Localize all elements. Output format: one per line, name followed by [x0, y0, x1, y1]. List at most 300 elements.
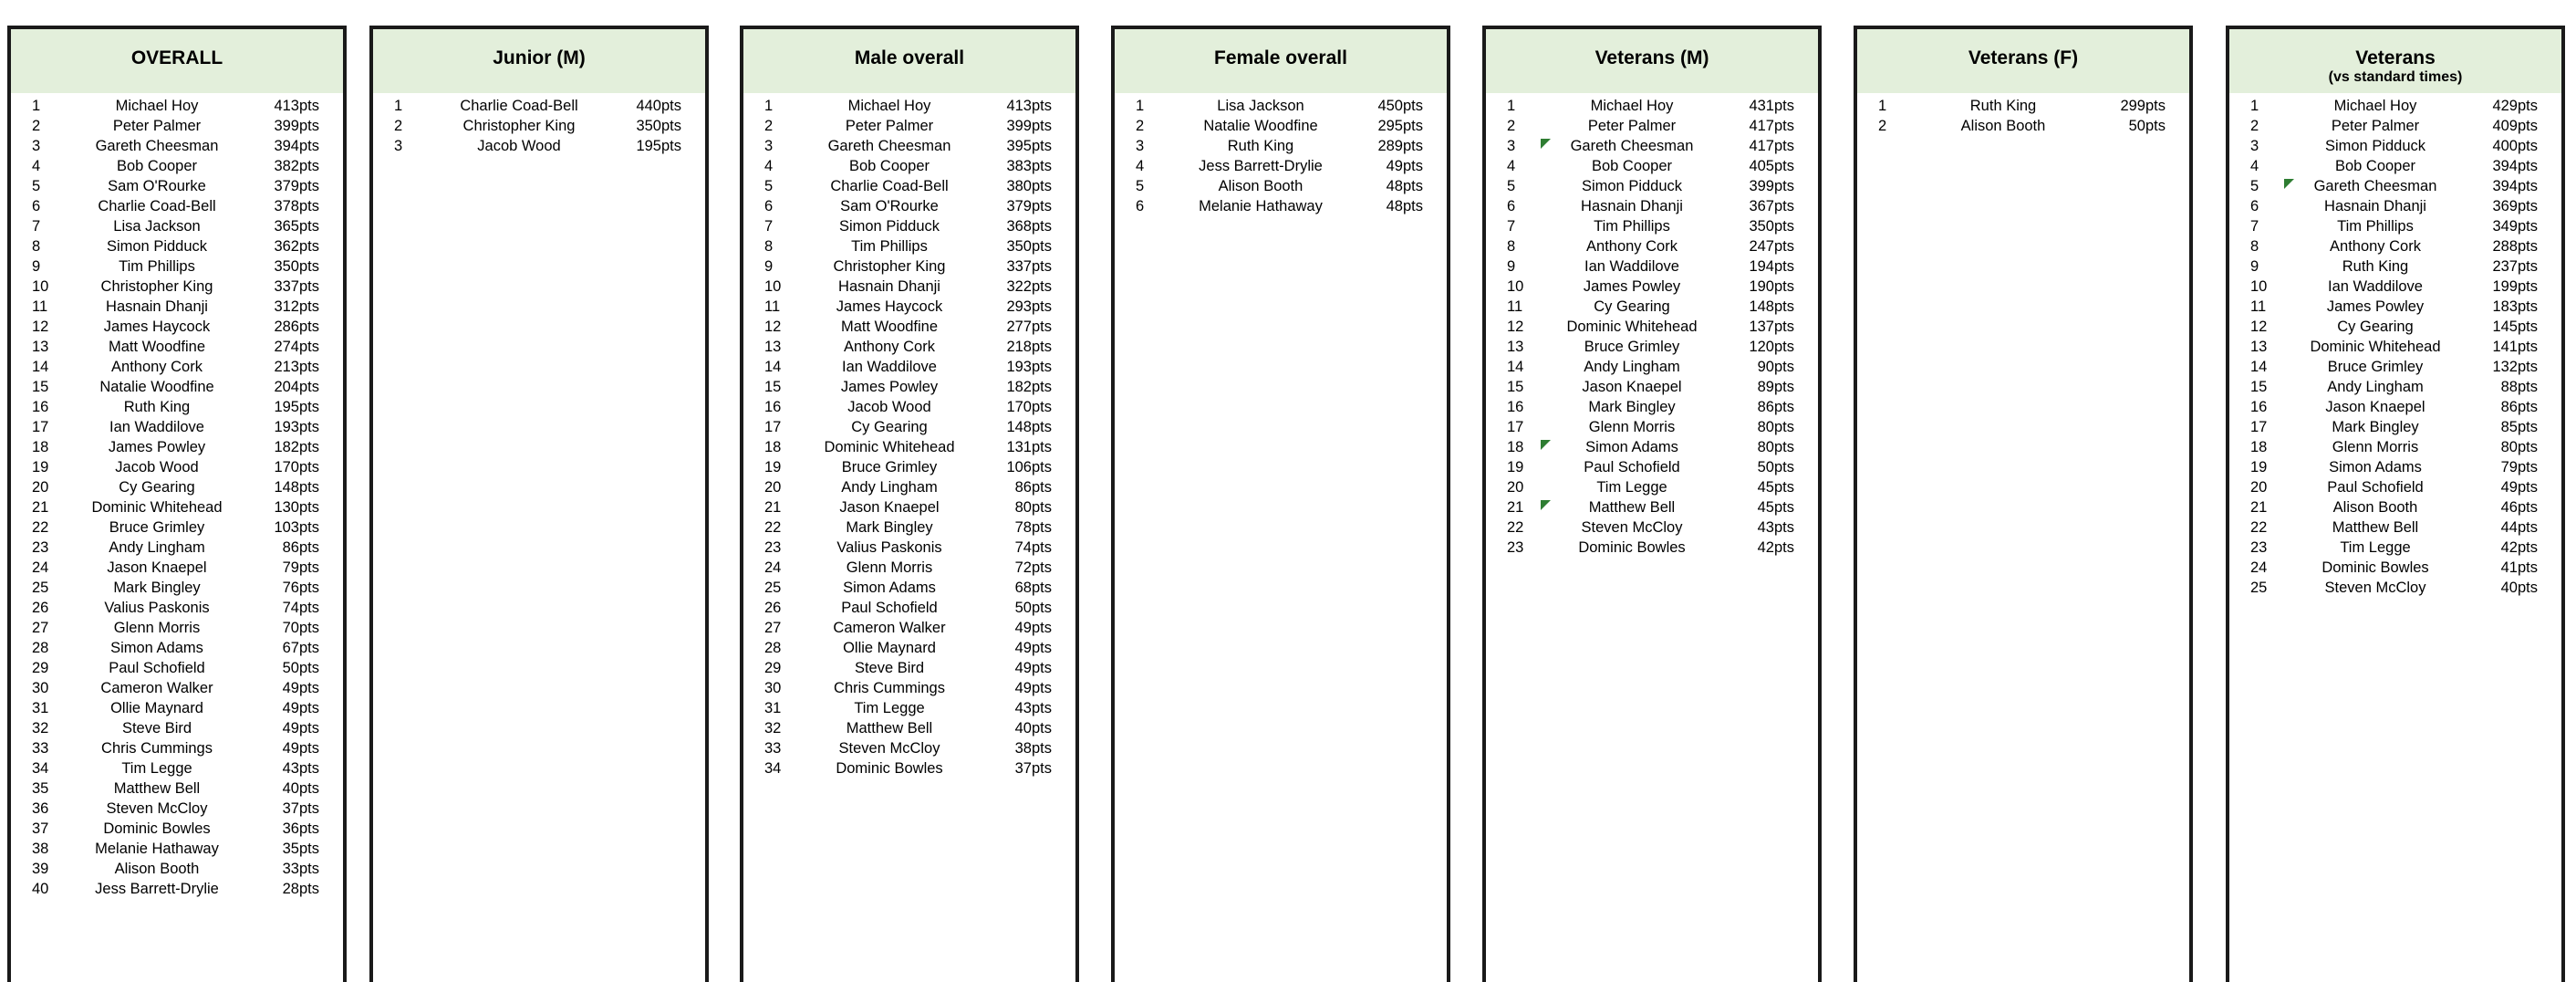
ranking-row — [1486, 517, 1818, 538]
ranking-row — [11, 618, 343, 638]
ranking-row — [1486, 216, 1818, 236]
rank-number: 4 — [2250, 158, 2259, 174]
points-value: 78pts — [1014, 519, 1052, 536]
ranking-row — [1115, 196, 1447, 216]
athlete-name: Jason Knaepel — [839, 499, 940, 516]
rank-number: 25 — [764, 580, 782, 596]
athlete-name: Ian Waddilove — [1584, 258, 1679, 275]
rank-number: 15 — [1507, 379, 1524, 395]
rank-number: 31 — [32, 700, 49, 716]
points-value: 90pts — [1757, 359, 1794, 375]
ranking-row — [743, 357, 1075, 377]
points-value: 193pts — [274, 419, 319, 435]
points-value: 183pts — [2492, 298, 2538, 315]
ranking-row — [2229, 116, 2561, 136]
athlete-name: James Powley — [1583, 278, 1681, 295]
points-value: 49pts — [282, 720, 319, 736]
ranking-row — [2229, 96, 2561, 116]
ranking-row — [2229, 417, 2561, 437]
leaderboard-panel — [1854, 26, 2193, 982]
ranking-row — [11, 497, 343, 517]
rank-number: 24 — [764, 559, 782, 576]
ranking-row — [1486, 457, 1818, 477]
points-value: 394pts — [274, 138, 319, 154]
rank-number: 13 — [32, 339, 49, 355]
rank-number: 5 — [32, 178, 41, 194]
rank-number: 8 — [1507, 238, 1516, 255]
panel-header — [1115, 29, 1447, 93]
ranking-row — [1486, 96, 1818, 116]
rank-number: 34 — [32, 760, 49, 777]
athlete-name: Paul Schofield — [2327, 479, 2424, 496]
athlete-name: Cy Gearing — [2337, 319, 2414, 335]
ranking-row — [1115, 156, 1447, 176]
ranking-row — [743, 738, 1075, 758]
ranking-row — [11, 638, 343, 658]
rank-number: 39 — [32, 861, 49, 877]
athlete-name: Hasnain Dhanji — [2324, 198, 2426, 214]
points-value: 48pts — [1386, 198, 1423, 214]
points-value: 49pts — [1014, 660, 1052, 676]
rank-number: 21 — [32, 499, 49, 516]
points-value: 79pts — [282, 559, 319, 576]
ranking-row — [2229, 256, 2561, 277]
rank-number: 15 — [2250, 379, 2268, 395]
athlete-name: Bruce Grimley — [2327, 359, 2424, 375]
points-value: 49pts — [282, 740, 319, 757]
rank-number: 25 — [32, 580, 49, 596]
points-value: 400pts — [2492, 138, 2538, 154]
points-value: 42pts — [2500, 539, 2538, 556]
athlete-name: Dominic Whitehead — [91, 499, 223, 516]
rank-number: 20 — [764, 479, 782, 496]
points-value: 405pts — [1749, 158, 1794, 174]
athlete-name: Tim Phillips — [2337, 218, 2414, 235]
ranking-row — [11, 156, 343, 176]
ranking-row — [743, 698, 1075, 718]
panel-title: OVERALL — [130, 47, 223, 68]
ranking-row — [2229, 357, 2561, 377]
athlete-name: Simon Pidduck — [106, 238, 208, 255]
rank-number: 13 — [1507, 339, 1524, 355]
ranking-row — [743, 497, 1075, 517]
points-value: 413pts — [1006, 98, 1052, 114]
athlete-name: Dominic Bowles — [836, 760, 943, 777]
rank-number: 2 — [1878, 118, 1887, 134]
ranking-row — [373, 116, 705, 136]
athlete-name: Anthony Cork — [844, 339, 935, 355]
athlete-name: Cy Gearing — [119, 479, 195, 496]
ranking-row — [1486, 277, 1818, 297]
points-value: 286pts — [274, 319, 319, 335]
athlete-name: Tim Phillips — [119, 258, 195, 275]
athlete-name: Glenn Morris — [113, 620, 201, 636]
ranking-row — [743, 337, 1075, 357]
athlete-name: Ian Waddilove — [109, 419, 204, 435]
points-value: 193pts — [1006, 359, 1052, 375]
athlete-name: Mark Bingley — [1588, 399, 1676, 415]
ranking-row — [2229, 437, 2561, 457]
athlete-name: Jacob Wood — [477, 138, 561, 154]
athlete-name: Anthony Cork — [2330, 238, 2421, 255]
athlete-name: Dominic Whitehead — [1566, 319, 1698, 335]
points-value: 194pts — [1749, 258, 1794, 275]
points-value: 450pts — [1377, 98, 1423, 114]
athlete-name: Paul Schofield — [841, 600, 938, 616]
ranking-row — [11, 116, 343, 136]
points-value: 247pts — [1749, 238, 1794, 255]
ranking-row — [1857, 116, 2189, 136]
athlete-name: Sam O'Rourke — [108, 178, 206, 194]
points-value: 49pts — [1014, 620, 1052, 636]
rank-number: 12 — [2250, 319, 2268, 335]
points-value: 367pts — [1749, 198, 1794, 214]
leaderboard-panel — [740, 26, 1079, 982]
ranking-list — [1115, 93, 1447, 216]
points-value: 46pts — [2500, 499, 2538, 516]
athlete-name: Ollie Maynard — [843, 640, 936, 656]
athlete-name: Ollie Maynard — [110, 700, 203, 716]
athlete-name: Peter Palmer — [2331, 118, 2420, 134]
ranking-row — [743, 758, 1075, 778]
ranking-row — [743, 196, 1075, 216]
panel-header — [2229, 29, 2561, 93]
ranking-row — [11, 718, 343, 738]
athlete-name: Peter Palmer — [1587, 118, 1677, 134]
athlete-name: Cameron Walker — [100, 680, 213, 696]
ranking-row — [1486, 136, 1818, 156]
rank-number: 1 — [1136, 98, 1145, 114]
points-value: 38pts — [1014, 740, 1052, 757]
athlete-name: Ian Waddilove — [2328, 278, 2423, 295]
ranking-row — [11, 778, 343, 799]
athlete-name: Steven McCloy — [838, 740, 940, 757]
ranking-row — [2229, 136, 2561, 156]
athlete-name: Tim Phillips — [851, 238, 928, 255]
points-value: 429pts — [2492, 98, 2538, 114]
ranking-row — [1857, 96, 2189, 116]
athlete-name: James Powley — [108, 439, 206, 455]
rank-number: 16 — [1507, 399, 1524, 415]
athlete-name: Michael Hoy — [1590, 98, 1674, 114]
athlete-name: Bob Cooper — [848, 158, 930, 174]
points-value: 79pts — [2500, 459, 2538, 475]
points-value: 170pts — [274, 459, 319, 475]
rank-number: 18 — [1507, 439, 1524, 455]
athlete-name: Ruth King — [2342, 258, 2409, 275]
leaderboard-panel — [1482, 26, 1822, 982]
ranking-row — [1486, 176, 1818, 196]
rank-number: 26 — [32, 600, 49, 616]
points-value: 195pts — [274, 399, 319, 415]
athlete-name: James Powley — [840, 379, 939, 395]
ranking-row — [2229, 236, 2561, 256]
ranking-row — [743, 317, 1075, 337]
rank-number: 23 — [1507, 539, 1524, 556]
athlete-name: Tim Legge — [1596, 479, 1667, 496]
rank-number: 9 — [1507, 258, 1516, 275]
panel-title: Junior (M) — [493, 47, 586, 68]
ranking-row — [743, 517, 1075, 538]
ranking-row — [11, 417, 343, 437]
points-value: 378pts — [274, 198, 319, 214]
athlete-name: Dominic Bowles — [1578, 539, 1686, 556]
athlete-name: Gareth Cheesman — [95, 138, 219, 154]
leaderboard-panel — [7, 26, 347, 982]
points-value: 295pts — [1377, 118, 1423, 134]
points-value: 88pts — [2500, 379, 2538, 395]
athlete-name: Chris Cummings — [101, 740, 213, 757]
ranking-row — [1115, 136, 1447, 156]
athlete-name: Jason Knaepel — [107, 559, 207, 576]
athlete-name: Matthew Bell — [113, 780, 201, 797]
rank-number: 32 — [764, 720, 782, 736]
rank-number: 9 — [764, 258, 774, 275]
athlete-name: Andy Lingham — [109, 539, 205, 556]
points-value: 106pts — [1006, 459, 1052, 475]
panel-subtitle: (vs standard times) — [2328, 69, 2463, 85]
ranking-row — [11, 859, 343, 879]
points-value: 190pts — [1749, 278, 1794, 295]
rank-number: 17 — [2250, 419, 2268, 435]
points-value: 380pts — [1006, 178, 1052, 194]
athlete-name: Simon Pidduck — [2324, 138, 2426, 154]
points-value: 379pts — [1006, 198, 1052, 214]
points-value: 312pts — [274, 298, 319, 315]
athlete-name: Cameron Walker — [833, 620, 946, 636]
athlete-name: Dominic Bowles — [103, 820, 211, 837]
ranking-row — [1486, 497, 1818, 517]
ranking-row — [11, 136, 343, 156]
athlete-name: Charlie Coad-Bell — [460, 98, 578, 114]
leaderboard-panel — [1111, 26, 1450, 982]
ranking-list — [11, 93, 343, 899]
rank-number: 3 — [32, 138, 41, 154]
rank-number: 21 — [2250, 499, 2268, 516]
ranking-row — [1115, 96, 1447, 116]
athlete-name: Andy Lingham — [1584, 359, 1680, 375]
points-value: 431pts — [1749, 98, 1794, 114]
ranking-list — [373, 93, 705, 156]
athlete-name: Christopher King — [100, 278, 213, 295]
ranking-list — [2229, 93, 2561, 598]
athlete-name: Bruce Grimley — [841, 459, 938, 475]
rank-number: 13 — [2250, 339, 2268, 355]
athlete-name: Matthew Bell — [2332, 519, 2419, 536]
points-value: 43pts — [1757, 519, 1794, 536]
ranking-row — [2229, 176, 2561, 196]
rank-number: 11 — [1507, 298, 1523, 315]
ranking-row — [11, 236, 343, 256]
points-value: 41pts — [2500, 559, 2538, 576]
ranking-row — [11, 277, 343, 297]
points-value: 182pts — [1006, 379, 1052, 395]
rank-number: 3 — [1507, 138, 1516, 154]
points-value: 74pts — [282, 600, 319, 616]
ranking-row — [2229, 317, 2561, 337]
points-value: 350pts — [636, 118, 681, 134]
rank-number: 31 — [764, 700, 782, 716]
rank-number: 22 — [764, 519, 782, 536]
rank-number: 16 — [32, 399, 49, 415]
rank-number: 3 — [1136, 138, 1145, 154]
rank-number: 36 — [32, 800, 49, 817]
rank-number: 5 — [764, 178, 774, 194]
athlete-name: Lisa Jackson — [1217, 98, 1304, 114]
ranking-row — [11, 196, 343, 216]
ranking-row — [11, 839, 343, 859]
ranking-row — [11, 457, 343, 477]
rank-number: 9 — [2250, 258, 2259, 275]
points-value: 382pts — [274, 158, 319, 174]
athlete-name: Jason Knaepel — [1582, 379, 1682, 395]
points-value: 409pts — [2492, 118, 2538, 134]
athlete-name: Bruce Grimley — [109, 519, 205, 536]
rank-number: 23 — [2250, 539, 2268, 556]
athlete-name: Jacob Wood — [115, 459, 199, 475]
points-value: 394pts — [2492, 178, 2538, 194]
rank-number: 7 — [2250, 218, 2259, 235]
points-value: 68pts — [1014, 580, 1052, 596]
points-value: 417pts — [1749, 118, 1794, 134]
rank-number: 21 — [1507, 499, 1524, 516]
points-value: 350pts — [274, 258, 319, 275]
rank-number: 14 — [1507, 359, 1524, 375]
rank-number: 40 — [32, 881, 49, 897]
points-value: 44pts — [2500, 519, 2538, 536]
athlete-name: Alison Booth — [1218, 178, 1304, 194]
points-value: 49pts — [282, 700, 319, 716]
ranking-row — [1115, 176, 1447, 196]
points-value: 43pts — [282, 760, 319, 777]
athlete-name: Sam O'Rourke — [840, 198, 939, 214]
panel-title: Veterans (M) — [1594, 47, 1709, 68]
rank-number: 1 — [32, 98, 41, 114]
ranking-row — [743, 598, 1075, 618]
points-value: 148pts — [1749, 298, 1794, 315]
points-value: 42pts — [1757, 539, 1794, 556]
athlete-name: Alison Booth — [114, 861, 200, 877]
rank-number: 6 — [2250, 198, 2259, 214]
rank-number: 14 — [2250, 359, 2268, 375]
points-value: 277pts — [1006, 319, 1052, 335]
athlete-name: Simon Adams — [1585, 439, 1678, 455]
athlete-name: Natalie Woodfine — [1203, 118, 1318, 134]
athlete-name: Anthony Cork — [1586, 238, 1678, 255]
athlete-name: Anthony Cork — [111, 359, 203, 375]
rank-number: 21 — [764, 499, 782, 516]
rank-number: 17 — [1507, 419, 1524, 435]
rank-number: 17 — [32, 419, 49, 435]
points-value: 86pts — [1014, 479, 1052, 496]
ranking-row — [2229, 377, 2561, 397]
points-value: 237pts — [2492, 258, 2538, 275]
points-value: 141pts — [2492, 339, 2538, 355]
ranking-row — [11, 437, 343, 457]
ranking-row — [11, 377, 343, 397]
ranking-row — [11, 578, 343, 598]
athlete-name: Glenn Morris — [1588, 419, 1676, 435]
points-value: 394pts — [2492, 158, 2538, 174]
points-value: 103pts — [274, 519, 319, 536]
ranking-row — [2229, 457, 2561, 477]
rank-number: 20 — [2250, 479, 2268, 496]
rank-number: 3 — [2250, 138, 2259, 154]
points-value: 199pts — [2492, 278, 2538, 295]
rank-number: 20 — [32, 479, 49, 496]
athlete-name: Paul Schofield — [1584, 459, 1680, 475]
ranking-row — [1486, 397, 1818, 417]
ranking-row — [1486, 156, 1818, 176]
rank-number: 1 — [394, 98, 403, 114]
points-value: 337pts — [274, 278, 319, 295]
points-value: 417pts — [1749, 138, 1794, 154]
points-value: 28pts — [282, 881, 319, 897]
athlete-name: Hasnain Dhanji — [106, 298, 208, 315]
rank-number: 4 — [1136, 158, 1145, 174]
rank-number: 29 — [764, 660, 782, 676]
ranking-row — [11, 176, 343, 196]
athlete-name: Mark Bingley — [2332, 419, 2419, 435]
rank-number: 18 — [32, 439, 49, 455]
athlete-name: Simon Adams — [843, 580, 936, 596]
points-value: 288pts — [2492, 238, 2538, 255]
points-value: 349pts — [2492, 218, 2538, 235]
ranking-row — [11, 738, 343, 758]
athlete-name: Christopher King — [833, 258, 946, 275]
ranking-row — [11, 216, 343, 236]
rank-number: 8 — [2250, 238, 2259, 255]
points-value: 50pts — [2128, 118, 2166, 134]
rank-number: 4 — [1507, 158, 1516, 174]
ranking-row — [2229, 216, 2561, 236]
rank-number: 7 — [32, 218, 41, 235]
athlete-name: Gareth Cheesman — [827, 138, 951, 154]
rank-number: 7 — [1507, 218, 1516, 235]
points-value: 70pts — [282, 620, 319, 636]
ranking-row — [11, 477, 343, 497]
athlete-name: Christopher King — [462, 118, 576, 134]
rank-number: 2 — [1507, 118, 1516, 134]
ranking-list — [1486, 93, 1818, 558]
athlete-name: Simon Pidduck — [838, 218, 940, 235]
ranking-row — [1486, 477, 1818, 497]
points-value: 67pts — [282, 640, 319, 656]
ranking-row — [11, 96, 343, 116]
athlete-name: Charlie Coad-Bell — [830, 178, 949, 194]
ranking-row — [11, 879, 343, 899]
ranking-row — [11, 558, 343, 578]
rank-number: 30 — [764, 680, 782, 696]
points-value: 182pts — [274, 439, 319, 455]
points-value: 36pts — [282, 820, 319, 837]
points-value: 440pts — [636, 98, 681, 114]
points-value: 383pts — [1006, 158, 1052, 174]
ranking-row — [743, 277, 1075, 297]
rank-number: 5 — [1136, 178, 1145, 194]
rank-number: 12 — [1507, 319, 1524, 335]
athlete-name: Steven McCloy — [106, 800, 208, 817]
rank-number: 10 — [32, 278, 49, 295]
points-value: 120pts — [1749, 339, 1794, 355]
points-value: 399pts — [274, 118, 319, 134]
athlete-name: Chris Cummings — [834, 680, 945, 696]
ranking-row — [2229, 196, 2561, 216]
ranking-row — [2229, 558, 2561, 578]
points-value: 369pts — [2492, 198, 2538, 214]
rank-number: 24 — [2250, 559, 2268, 576]
athlete-name: Alison Booth — [1960, 118, 2046, 134]
